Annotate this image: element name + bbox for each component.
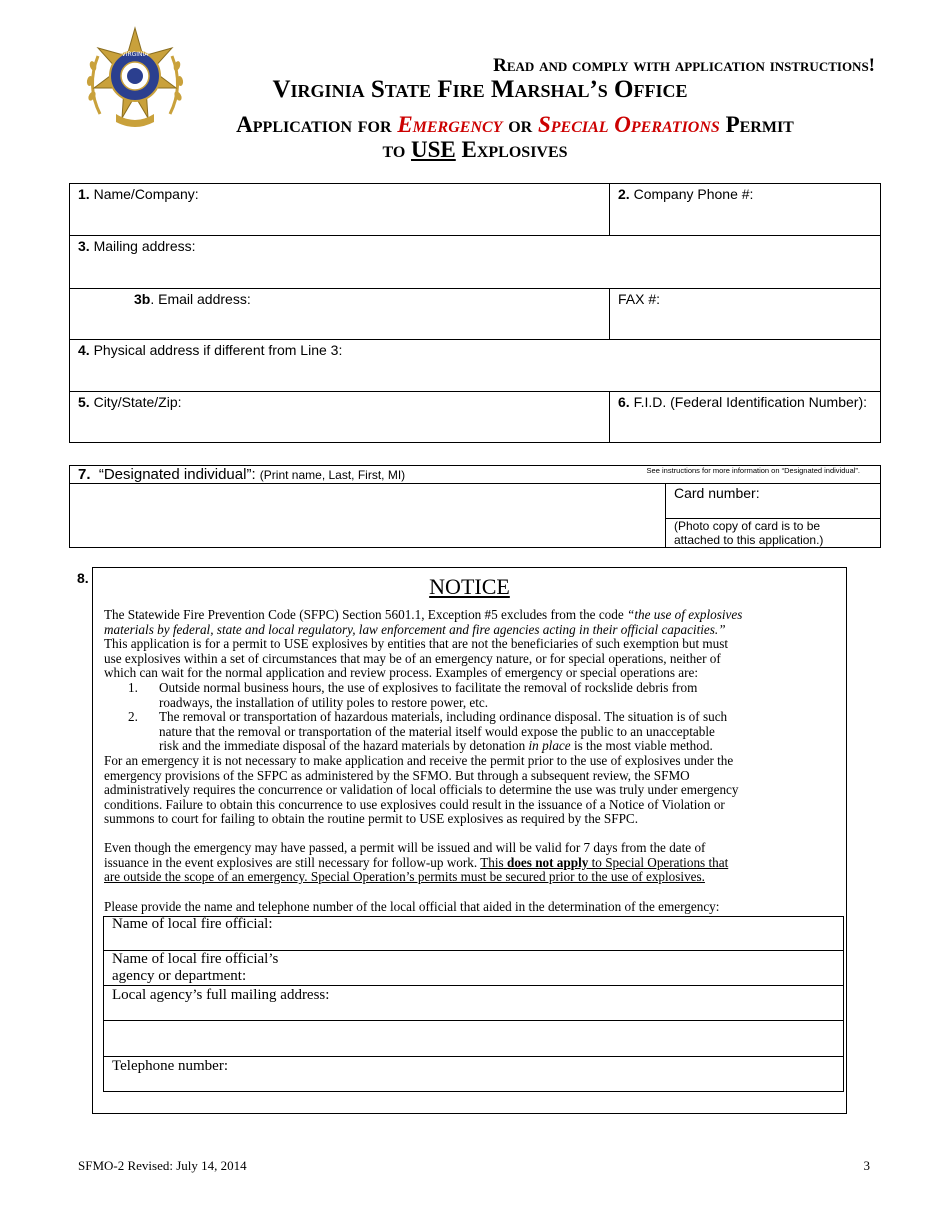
- list-number: 2.: [128, 709, 138, 724]
- example-item-1: [128, 681, 833, 711]
- instructions-banner: Read and comply with application instructions!: [493, 55, 875, 76]
- text-line: Even though the emergency may have passed, a permit will be issued and will be valid for 7 days from the date of: [104, 840, 706, 855]
- page-number: 3: [863, 1158, 870, 1173]
- local-official-name-label: Name of local fire official:: [112, 916, 273, 932]
- field-label: F.I.D. (Federal Identification Number):: [633, 394, 867, 410]
- field-label: Name/Company:: [93, 186, 199, 202]
- field-label: . Email address:: [150, 291, 251, 307]
- local-agency-label: Name of local fire official’s agency or department:: [112, 951, 279, 984]
- field-label: FAX #:: [618, 291, 661, 307]
- text-line: emergency provisions of the SFPC as administered by the SFMO. But through a subsequent review, the SFMO: [104, 767, 690, 783]
- office-name: Virginia State Fire Marshal’s Office: [272, 76, 688, 103]
- title-application: Application for: [236, 112, 392, 137]
- notice-paragraph-4: Please provide the name and telephone number of the local official that aided in the determination of the emergency:: [104, 899, 720, 914]
- field-number: 2.: [618, 186, 630, 202]
- see-instructions-note: See instructions for more information on “Designated individual”.: [646, 466, 860, 475]
- example-item-2: [128, 710, 833, 754]
- text-line: For an emergency it is not necessary to make application and receive the permit prior to the use of explosives under the: [104, 753, 734, 768]
- field-number: 1.: [78, 186, 90, 202]
- text-line: summons to court for failing to obtain the routine permit to USE explosives as required by the SFPC.: [104, 811, 639, 827]
- field-number: 5.: [78, 394, 90, 410]
- name-company-field[interactable]: [69, 183, 610, 236]
- text-line: administratively requires the concurrence or validation of local officials to determine the use was truly under emergency: [104, 782, 739, 798]
- title-explosives: Explosives: [461, 137, 568, 162]
- title-emergency: Emergency: [397, 112, 503, 137]
- field-label: Company Phone #:: [633, 186, 754, 202]
- text-line: The Statewide Fire Prevention Code (SFPC) Section 5601.1, Exception #5 excludes from the code “the use of explosives: [104, 607, 743, 622]
- fax-field[interactable]: [609, 288, 881, 340]
- fid-field[interactable]: [609, 391, 881, 443]
- text-line: materials by federal, state and local regulatory, law enforcement and fire agencies acting in their official capacities.”: [104, 621, 726, 637]
- mailing-address-field[interactable]: [69, 235, 881, 289]
- physical-address-field[interactable]: [69, 339, 881, 392]
- text-line: use explosives within a set of circumstances that may be of an emergency nature, or for special operations, neither of: [104, 650, 721, 666]
- field-number: 6.: [618, 394, 630, 410]
- title-use: USE: [411, 137, 456, 162]
- svg-text:VIRGINIA: VIRGINIA: [121, 51, 149, 58]
- card-note-line: (Photo copy of card is to be: [674, 519, 821, 533]
- list-text: The removal or transportation of hazardous materials, including ordinance disposal. The situation is of such nature that the removal or transportation of the material itself would expose the public to an unacceptable risk and the immediate disposal of the hazard materials by detonation in place is the most viable method.: [159, 709, 728, 754]
- form-title-line2: [130, 137, 820, 163]
- field-number: 3b: [134, 291, 151, 307]
- designated-individual-title: [78, 466, 405, 483]
- title-or: or: [508, 112, 533, 137]
- title-special-operations: Special Operations: [537, 112, 720, 137]
- text-line: are outside the scope of an emergency. Special Operation’s permits must be secured prior to the use of explosives.: [104, 869, 705, 885]
- field-label: “Designated individual”:: [98, 466, 256, 483]
- form-title-line1: [130, 112, 900, 138]
- field-number: 3.: [78, 238, 90, 254]
- city-state-zip-field[interactable]: [69, 391, 610, 443]
- notice-paragraph-1: [104, 608, 839, 681]
- section-number-8: 8.: [77, 570, 89, 586]
- field-sublabel: (Print name, Last, First, MI): [259, 468, 406, 482]
- text-line: conditions. Failure to obtain this concurrence to use explosives could result in the issuance of a Notice of Violation or: [104, 796, 725, 812]
- field-label: City/State/Zip:: [93, 394, 182, 410]
- revision-footer: SFMO-2 Revised: July 14, 2014: [78, 1158, 247, 1173]
- text-line: which can wait for the normal application and review process. Examples of emergency or special operations are:: [104, 665, 699, 681]
- text-line: This application is for a permit to USE explosives by entities that are not the beneficiaries of such exemption but must: [104, 636, 729, 652]
- email-address-field[interactable]: [69, 288, 610, 340]
- field-label: Physical address if different from Line 3:: [93, 342, 343, 358]
- text-line: issuance in the event explosives are still necessary for follow-up work. This does not apply to Special Operations that: [104, 854, 729, 870]
- field-number: 4.: [78, 342, 90, 358]
- notice-title: NOTICE: [429, 574, 510, 599]
- field-number: 7.: [78, 466, 91, 483]
- telephone-number-label: Telephone number:: [112, 1058, 228, 1074]
- title-to: to: [382, 137, 406, 162]
- notice-paragraph-3: [104, 841, 839, 885]
- card-photo-note: [674, 519, 823, 547]
- company-phone-field[interactable]: [609, 183, 881, 236]
- title-permit: Permit: [725, 112, 794, 137]
- local-agency-address-label: Local agency’s full mailing address:: [112, 987, 330, 1003]
- list-text: Outside normal business hours, the use of explosives to facilitate the removal of rockslide debris from roadways, the installation of utility poles to restore power, etc.: [159, 680, 698, 710]
- card-number-label: Card number:: [674, 485, 760, 501]
- field-label: Mailing address:: [93, 238, 196, 254]
- card-note-line: attached to this application.): [674, 533, 824, 547]
- notice-paragraph-2: [104, 754, 839, 827]
- list-number: 1.: [128, 680, 138, 695]
